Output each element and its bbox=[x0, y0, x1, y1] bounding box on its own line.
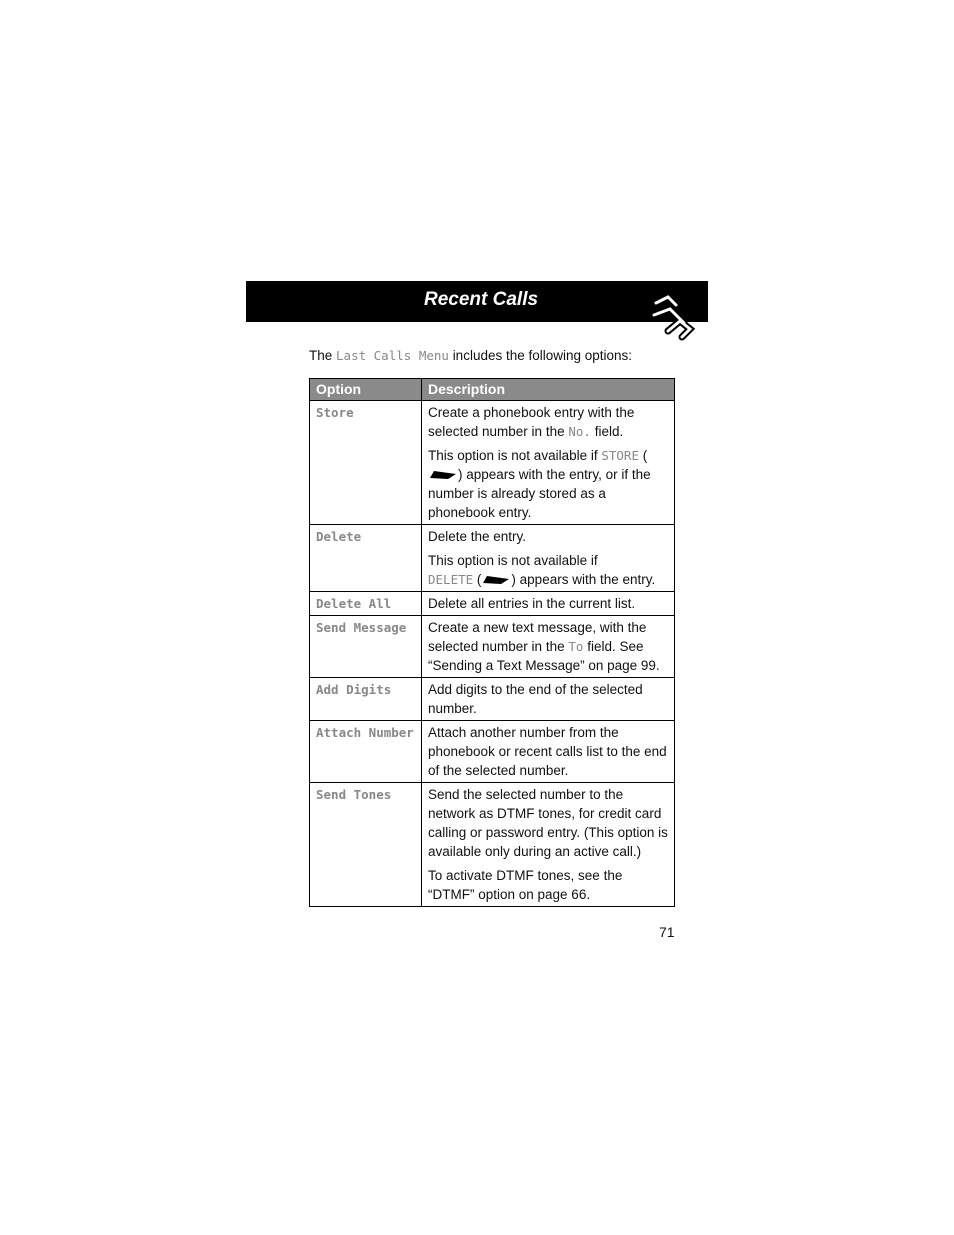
description-cell: Attach another number from the phonebook or recent calls list to the end of the selected number. bbox=[422, 721, 675, 783]
menu-name: Last Calls Menu bbox=[336, 348, 449, 363]
option-delete-all: Delete All bbox=[316, 596, 392, 611]
table-row bbox=[310, 783, 675, 907]
section-title: Recent Calls bbox=[424, 289, 539, 310]
description-cell: Create a phonebook entry with the selected number in the No. field. This option is not available if STORE () appears with the entry, or if the number is already stored as a phonebook entry. bbox=[422, 401, 675, 525]
option-send-message: Send Message bbox=[316, 620, 407, 635]
recent-calls-phone-icon bbox=[646, 293, 700, 341]
option-delete: Delete bbox=[316, 529, 362, 544]
option-store: Store bbox=[316, 405, 354, 420]
description-cell: Send the selected number to the network as DTMF tones, for credit card calling or password entry. (This option is available only during an active call.) To activate DTMF tones, see the “DTMF” option on page 66. bbox=[422, 783, 675, 907]
section-header bbox=[246, 281, 708, 322]
option-send-tones: Send Tones bbox=[316, 787, 392, 802]
description-cell: Delete all entries in the current list. bbox=[422, 592, 675, 616]
page-number: 71 bbox=[659, 924, 675, 940]
description-cell: Create a new text message, with the selected number in the To field. See “Sending a Text Message” on page 99. bbox=[422, 616, 675, 678]
header-option: Option bbox=[310, 379, 422, 401]
intro-paragraph: The Last Calls Menu includes the following options: bbox=[309, 348, 633, 363]
option-attach-number: Attach Number bbox=[316, 725, 414, 740]
table-row bbox=[310, 592, 675, 616]
table-row bbox=[310, 678, 675, 721]
soft-key-icon bbox=[481, 574, 511, 585]
table-row bbox=[310, 721, 675, 783]
description-cell: Delete the entry. This option is not available if DELETE ( ) appears with the entry. bbox=[422, 525, 675, 592]
options-table bbox=[309, 378, 675, 907]
option-add-digits: Add Digits bbox=[316, 682, 392, 697]
table-header-row bbox=[310, 379, 675, 401]
header-description: Description bbox=[422, 379, 675, 401]
table-row bbox=[310, 525, 675, 592]
table-row bbox=[310, 401, 675, 525]
soft-key-icon bbox=[428, 469, 458, 480]
description-cell: Add digits to the end of the selected number. bbox=[422, 678, 675, 721]
table-row bbox=[310, 616, 675, 678]
